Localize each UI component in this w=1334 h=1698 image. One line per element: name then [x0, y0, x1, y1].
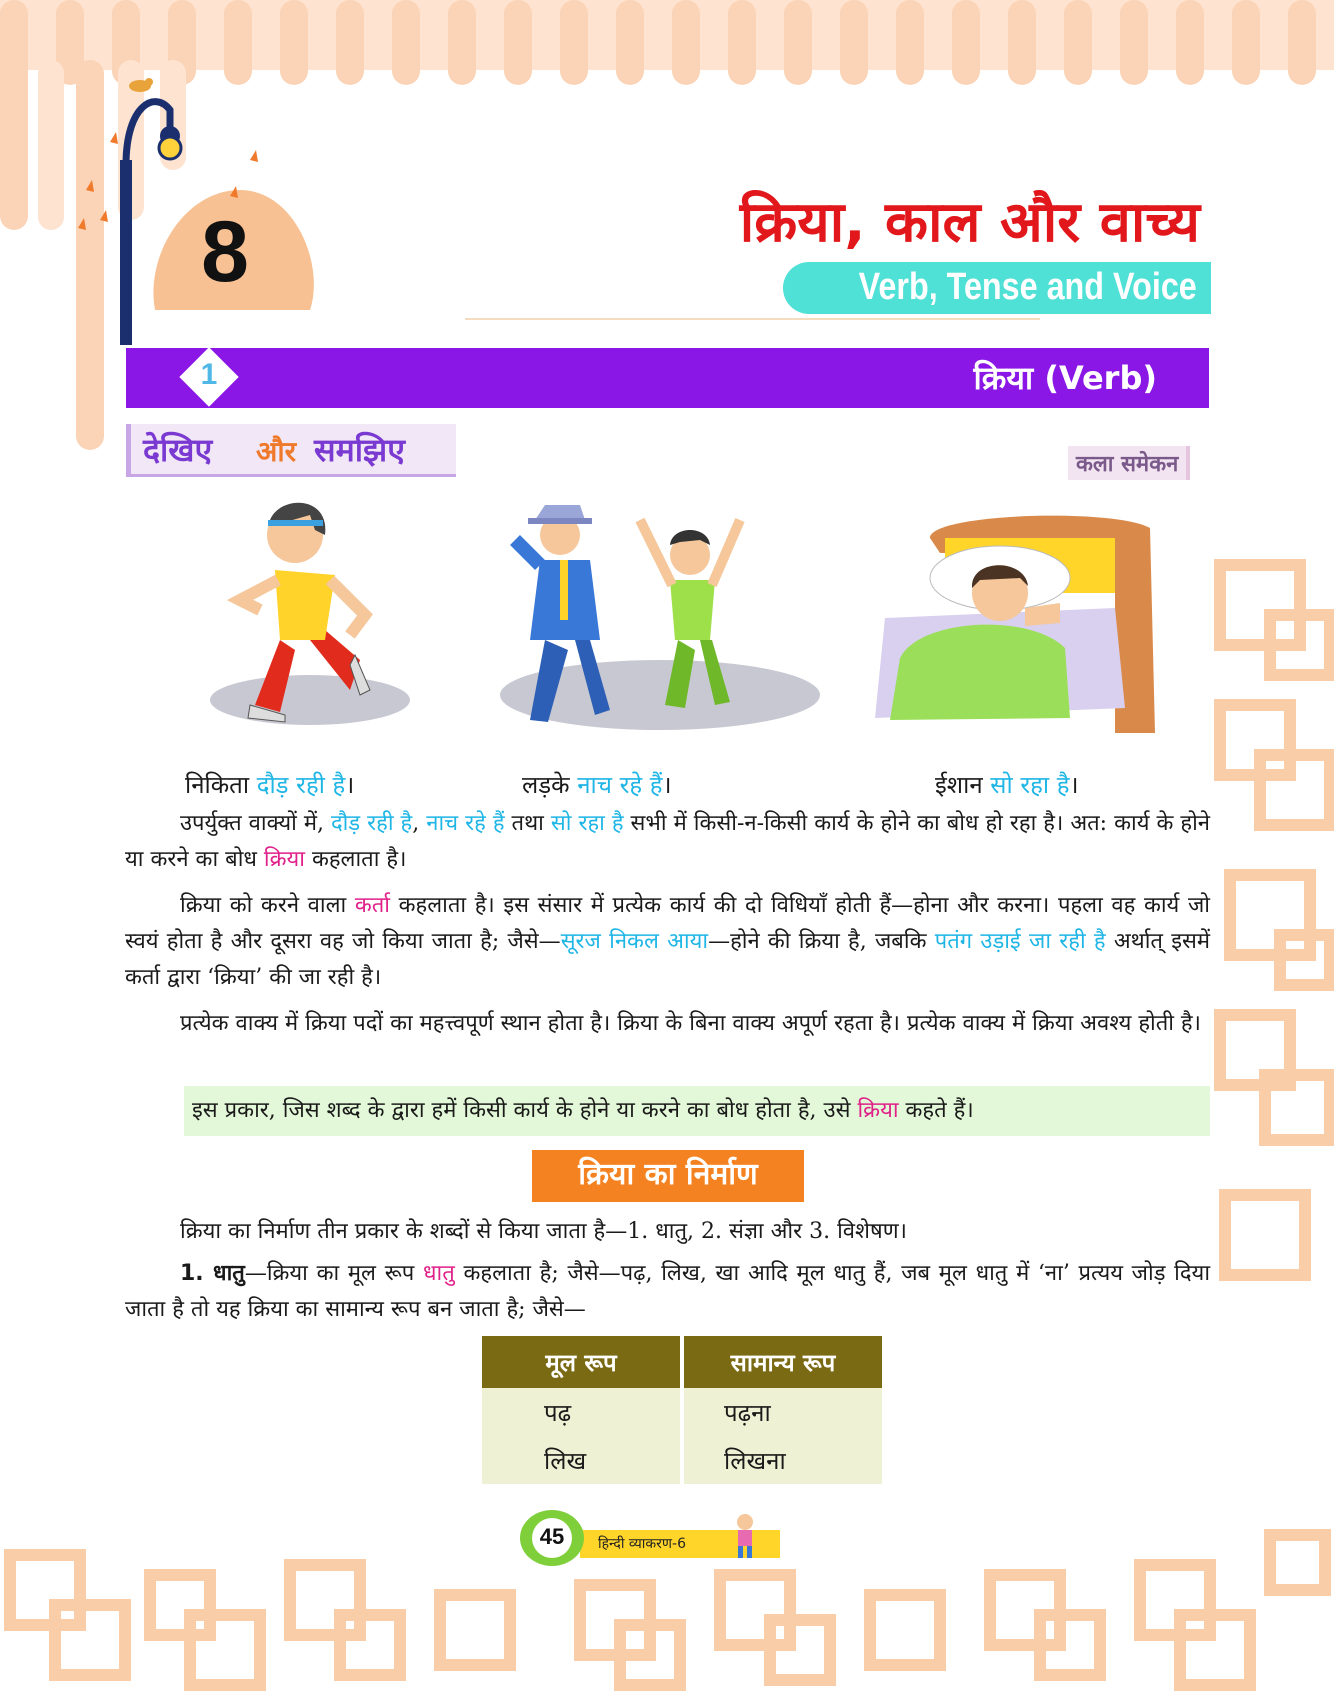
aur-word: और: [256, 435, 297, 468]
title-underline: [465, 318, 1040, 320]
caption-3-suffix: ।: [1069, 771, 1079, 799]
paragraph-2: [125, 888, 1210, 996]
caption-1-prefix: निकिता: [185, 771, 257, 799]
table-cell: पढ़: [482, 1388, 680, 1436]
dekhiye-aur-samjhiye-label: [126, 424, 456, 477]
para5-heading-dhatu: 1. धातु: [180, 1261, 245, 1286]
caption-3: [935, 768, 1079, 801]
para5-term-dhatu: धातु: [423, 1261, 455, 1286]
para2-text-4: अर्थात् इसमें कर्ता द्वारा ‘क्रिया’ की जा रही है।: [125, 929, 1211, 990]
para1-text-2: ,: [412, 811, 427, 836]
dekhiye-word: देखिए: [143, 431, 213, 469]
caption-2: [522, 768, 672, 801]
definition-text-1: इस प्रकार, जिस शब्द के द्वारा हमें किसी कार्य के होने या करने का बोध होता है, उसे: [192, 1098, 858, 1123]
caption-3-prefix: ईशान: [935, 771, 991, 799]
para1-verb-3: सो रहा है: [550, 811, 624, 836]
para1-text-1: उपर्युक्त वाक्यों में,: [180, 811, 331, 836]
illustration-boys-dancing: [490, 490, 820, 740]
kala-samekan-tag: कला समेकन: [1068, 446, 1190, 480]
para5-text-2: कहलाता है; जैसे—पढ़, लिख, खा आदि मूल धातु हैं, जब मूल धातु में ‘ना’ प्रत्यय जोड़ दिया जाता है तो यह क्रिया का सामान्य रूप बन जाता है; जैसे—: [125, 1261, 1211, 1322]
section-title: क्रिया (Verb): [973, 359, 1157, 397]
paragraph-4: क्रिया का निर्माण तीन प्रकार के शब्दों से किया जाता है—1. धातु, 2. संज्ञा और 3. विशेषण।: [180, 1219, 907, 1244]
para2-text-3: —होने की क्रिया है, जबकि: [708, 929, 935, 954]
caption-2-suffix: ।: [662, 771, 672, 799]
section-number: 1: [200, 358, 218, 391]
subheading-text: क्रिया का निर्माण: [578, 1157, 758, 1192]
table-cell: लिखना: [684, 1436, 882, 1484]
book-title: हिन्दी व्याकरण-6: [598, 1536, 686, 1552]
table-row: [482, 1388, 882, 1436]
para1-text-4: सभी में किसी-न-किसी कार्य के होने का बोध हो रहा है। अत: कार्य के होने या करने का बोध: [125, 811, 1210, 872]
definition-box: [184, 1086, 1210, 1136]
definition-text: [192, 1094, 974, 1128]
para1-text-3: तथा: [504, 811, 551, 836]
caption-1-verb: दौड़ रही है: [256, 771, 346, 799]
caption-1-suffix: ।: [345, 771, 355, 799]
caption-2-verb: नाच रहे हैं: [577, 771, 663, 799]
table-row: [482, 1436, 882, 1484]
table-header-mool: मूल रूप: [482, 1336, 680, 1388]
footer-boy-illustration: [720, 1510, 770, 1560]
footer-banner: [520, 1510, 820, 1570]
samjhiye-word: समझिए: [314, 431, 405, 469]
para2-text-1: क्रिया को करने वाला: [180, 893, 355, 918]
forms-table: [478, 1336, 886, 1484]
page-number: 45: [539, 1524, 565, 1549]
paragraph-1: [125, 806, 1210, 878]
chapter-title-hindi: क्रिया, काल और वाच्य: [739, 190, 1200, 255]
section-bar: [126, 348, 1209, 408]
header-stripes: [0, 0, 1334, 90]
paragraph-5: [125, 1256, 1210, 1328]
para1-text-5: कहलाता है।: [304, 847, 407, 872]
para5-text-1: —क्रिया का मूल रूप: [244, 1261, 423, 1286]
chapter-number: 8: [201, 204, 249, 300]
para1-verb-1: दौड़ रही है: [331, 811, 413, 836]
para2-example-1: सूरज निकल आया: [560, 929, 709, 954]
paragraph-3: प्रत्येक वाक्य में क्रिया पदों का महत्त्वपूर्ण स्थान होता है। क्रिया के बिना वाक्य अपूर्ण रहता है। प्रत्येक वाक्य में क्रिया अवश्य होती है।: [180, 1011, 1201, 1036]
chapter-title-english-band: [783, 262, 1211, 314]
table-cell: लिख: [482, 1436, 680, 1484]
para1-term-kriya: क्रिया: [263, 847, 305, 872]
caption-1: [185, 768, 354, 801]
right-decoration-squares: [1210, 555, 1334, 1315]
definition-text-2: कहते हैं।: [898, 1098, 974, 1123]
leaf-icons: [70, 130, 290, 250]
subheading-kriya-nirman: [532, 1150, 804, 1202]
para2-text-2: कहलाता है। इस संसार में प्रत्येक कार्य की दो विधियाँ होती हैं—होना और करना। पहला वह कार्य जो स्वयं होता है और दूसरा वह जो किया जाता है; जैसे—: [125, 893, 1210, 954]
caption-3-verb: सो रहा है: [990, 771, 1070, 799]
caption-2-prefix: लड़के: [522, 771, 578, 799]
illustration-girl-running: [200, 490, 420, 730]
para1-verb-2: नाच रहे हैं: [426, 811, 505, 836]
definition-term-kriya: क्रिया: [857, 1098, 899, 1123]
illustration-boy-sleeping: [860, 508, 1165, 733]
chapter-title-english: Verb, Tense and Voice: [858, 266, 1197, 308]
para2-example-2: पतंग उड़ाई जा रही है: [934, 929, 1106, 954]
para2-term-karta: कर्ता: [354, 893, 390, 918]
table-cell: पढ़ना: [684, 1388, 882, 1436]
table-header-samanya: सामान्य रूप: [684, 1336, 882, 1388]
table-header-row: [482, 1336, 882, 1388]
